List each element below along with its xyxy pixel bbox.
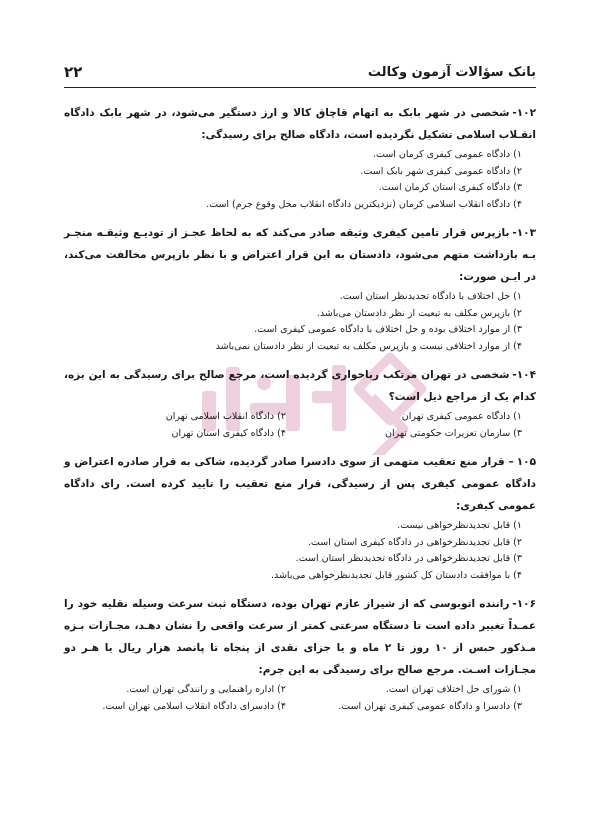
- options-grid: [64, 409, 536, 442]
- question-106: [64, 593, 536, 715]
- question-number: ۱۰۴-: [512, 369, 536, 381]
- question-stem: [64, 222, 536, 288]
- option-2: ۲) بازپرس مکلف به تبعیت از نظر دادستان می‌باشد.: [316, 307, 522, 319]
- option-2: ۲) دادگاه انقلاب اسلامی تهران: [165, 411, 286, 422]
- question-stem: [64, 451, 536, 517]
- question-text: شخصی در تهران مرتکب رباخواری گردیده است، مرجع صالح برای رسیدگی به این بزه، کدام یک از مراجع ذیل است؟: [64, 369, 536, 403]
- option-2: ۲) قابل تجدیدنظرخواهی در دادگاه کیفری استان است.: [307, 536, 522, 548]
- book-title: بانک سؤالات آزمون وکالت: [367, 65, 536, 80]
- option-3: ۳) سازمان تعزیرات حکومتی تهران: [384, 427, 522, 439]
- option-1: ۱) قابل تجدیدنظرخواهی نیست.: [397, 520, 522, 531]
- question-stem: [64, 593, 536, 681]
- question-105: [64, 451, 536, 584]
- options-list: [64, 289, 536, 355]
- page-number: ۲۲: [64, 63, 83, 81]
- question-stem: [64, 102, 536, 146]
- option-4: ۴) از موارد اختلافی نیست و بازپرس مکلف به تبعیت از نظر دادستان نمی‌باشد: [215, 340, 522, 352]
- options-list: [64, 518, 536, 584]
- option-4: ۴) با موافقت دادستان کل کشور قابل تجدیدنظرخواهی می‌باشد.: [270, 569, 522, 581]
- option-4: ۴) دادگاه کیفری استان تهران: [171, 427, 286, 439]
- option-1: ۱) شورای حل اختلاف تهران است.: [385, 684, 522, 695]
- option-1: ۱) دادگاه عمومی کیفری کرمان است.: [372, 149, 522, 160]
- option-3: ۳) دادسرا و دادگاه عمومی کیفری تهران است.: [338, 700, 522, 712]
- question-text: بازپرس قرار تامین کیفری وثیقه صادر می‌کند که به لحاظ عجـز از تودیـع وثیقـه منجـر بـه بازداشت متهم می‌شود، دادستان به این قرار اعتراض و با نظر بازپرس مخالفت می‌کند، در ایـن صورت:: [64, 227, 536, 283]
- question-text: شخصی در شهر بابک به اتهام قاچاق کالا و ارز دستگیر می‌شود، در شهر بابک دادگاه انقـلاب اسلامی تشکیل نگردیده است، دادگاه صالح برای رسیدگی:: [64, 107, 536, 141]
- question-102: [64, 102, 536, 213]
- option-3: ۳) دادگاه کیفری استان کرمان است.: [378, 182, 522, 193]
- options-list: [64, 147, 536, 213]
- question-number: ۱۰۳-: [512, 227, 536, 239]
- question-stem: [64, 364, 536, 408]
- option-4: ۴) دادگاه انقلاب اسلامی کرمان (نزدیکترین دادگاه انقلاب محل وقوع جرم) است.: [206, 198, 522, 210]
- option-1: ۱) حل اختلاف با دادگاه تجدیدنظر استان است.: [339, 291, 522, 302]
- question-number: ۱۰۵: [516, 456, 536, 468]
- question-text: – قرار منع تعقیب متهمی از سوی دادسرا صادر گردیده، شاکی به قرار صادره اعتراض و دادگاه عمومی کیفری پس از رسیدگی، قرار منع تعقیب را تایید کرده است. رای دادگاه عمومی کیفری:: [64, 456, 536, 512]
- option-2: ۲) دادگاه عمومی کیفری شهر بابک است.: [360, 165, 522, 177]
- options-grid: [64, 682, 536, 715]
- questions-list: [64, 102, 536, 724]
- option-4: ۴) دادسرای دادگاه انقلاب اسلامی تهران است.: [102, 700, 286, 712]
- option-2: ۲) اداره راهنمایی و رانندگی تهران است.: [126, 684, 286, 695]
- option-3: ۳) قابل تجدیدنظرخواهی در دادگاه تجدیدنظر استان است.: [295, 553, 522, 564]
- question-text: راننده اتوبوسی که از شیراز عازم تهران بوده، دستگاه ثبت سرعت وسیله نقلیه خود را عمـداً تغییر داده است تا دستگاه سرعتی کمتر از سرعت واقعی را نشان دهـد، مجـازات بـزه مـذکور حبس از ۱۰ روز تا ۲ ماه و یا جزای نقدی از پنجاه تا پانصد هزار ریال یا هـر دو مجـازات اسـت. مرجع صالح برای رسیدگی به این جرم:: [64, 598, 536, 676]
- question-103: [64, 222, 536, 355]
- page-header: [64, 63, 536, 88]
- question-number: ۱۰۶-: [512, 598, 536, 610]
- option-3: ۳) از موارد اختلاف بوده و حل اختلاف با دادگاه عمومی کیفری است.: [254, 324, 522, 335]
- option-1: ۱) دادگاه عمومی کیفری تهران: [401, 411, 522, 422]
- question-number: ۱۰۲-: [512, 107, 536, 119]
- question-104: [64, 364, 536, 442]
